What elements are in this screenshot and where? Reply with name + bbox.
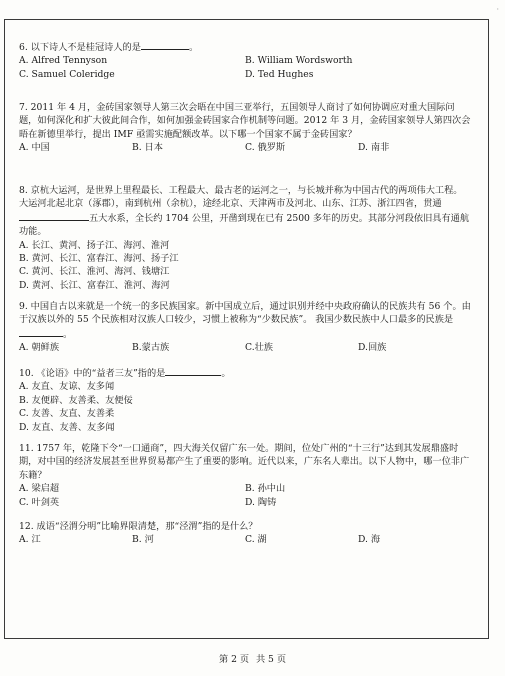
question-8 bbox=[19, 184, 471, 292]
question-10-after: 。 bbox=[221, 368, 231, 379]
page-number: 第 2 页 bbox=[218, 654, 250, 665]
question-6-after: 。 bbox=[188, 42, 199, 53]
option-d: D. Ted Hughes bbox=[245, 68, 314, 80]
question-9-stem bbox=[19, 300, 471, 341]
question-10-text: 10. 《论语》中的“益者三友”指的是 bbox=[19, 368, 166, 379]
total-pages: 共 5 页 bbox=[255, 654, 287, 665]
question-8-options bbox=[19, 239, 471, 293]
question-8-text: 8. 京杭大运河，是世界上里程最长、工程最大、最古老的运河之一，与长城并称为中国古代的两项伟大工程。大运河北起北京（涿郡），南到杭州（余杭），途经北京、天津两市及河北、山东、江苏、浙江四省，贯通 bbox=[19, 185, 463, 210]
option-d: D. 海 bbox=[358, 534, 381, 546]
option-c: C. 黄河、长江、淮河、海河、钱塘江 bbox=[19, 266, 170, 278]
option-a: A. 江 bbox=[19, 534, 41, 546]
question-6-options bbox=[19, 54, 471, 81]
question-11 bbox=[19, 442, 471, 509]
question-8-stem bbox=[19, 184, 471, 239]
answer-blank bbox=[19, 211, 89, 221]
option-a: A. 长江、黄河、扬子江、海河、淮河 bbox=[19, 239, 170, 251]
page-footer bbox=[0, 651, 505, 665]
option-d: D. 黄河、长江、富春江、淮河、海河 bbox=[19, 279, 170, 291]
question-9-after: 。 bbox=[63, 328, 73, 340]
question-12-options bbox=[19, 533, 471, 546]
option-c: C. 友善、友直、友善柔 bbox=[19, 408, 115, 420]
question-9 bbox=[19, 300, 471, 355]
option-c: C. 湖 bbox=[245, 534, 267, 546]
question-7-options bbox=[19, 141, 471, 154]
question-7-stem: 7. 2011 年 4 月，金砖国家领导人第三次会晤在中国三亚举行，五国领导人商讨了如何协调应对重大国际问题，如何深化和扩大彼此间合作，如何加强金砖国家合作机制等问题。2012 年 3 月，金砖国家领导人第四次会晤在新德里举行，提出 IMF 亟需实施配额改革。以下哪一个国家不属于金砖国家？ bbox=[19, 102, 471, 140]
option-d: D.回族 bbox=[358, 342, 387, 354]
question-6-stem bbox=[19, 40, 471, 54]
question-6 bbox=[19, 40, 471, 81]
answer-blank bbox=[19, 327, 63, 337]
question-11-stem: 11. 1757 年，乾隆下令“一口通商”，四大海关仅留广东一处。期间，位处广州的“十三行”达到其发展鼎盛时期，对中国的经济发展甚至世界贸易都产生了重要的影响。近代以来，广东名人辈出。以下人物中，哪一位非广东籍？ bbox=[19, 443, 470, 481]
option-b: B. 友便辟、友善柔、友便佞 bbox=[19, 394, 133, 406]
option-b: B.蒙古族 bbox=[132, 342, 170, 354]
question-10-options bbox=[19, 380, 471, 434]
option-b: B. William Wordsworth bbox=[245, 55, 353, 67]
option-d: D. 南非 bbox=[358, 142, 390, 154]
option-c: C.壮族 bbox=[245, 342, 273, 354]
question-6-text: 6. 以下诗人不是桂冠诗人的是 bbox=[19, 42, 141, 53]
question-10-stem bbox=[19, 366, 471, 380]
option-a: A. 中国 bbox=[19, 142, 50, 154]
option-c: C. 叶剑英 bbox=[19, 496, 60, 508]
option-d: D. 陶铸 bbox=[245, 496, 277, 508]
option-c: C. Samuel Coleridge bbox=[19, 68, 115, 80]
question-8-after: 五大水系，全长约 1704 公里，开凿到现在已有 2500 多年的历史。其部分河段依旧具有通航功能。 bbox=[19, 212, 470, 238]
option-c: C. 俄罗斯 bbox=[245, 142, 286, 154]
option-b: B. 孙中山 bbox=[245, 483, 286, 495]
option-d: D. 友直、友善、友多闻 bbox=[19, 421, 115, 433]
question-11-options bbox=[19, 482, 471, 509]
question-12-stem: 12. 成语“泾渭分明”比喻界限清楚，那“泾渭”指的是什么？ bbox=[19, 521, 258, 532]
question-9-text: 9. 中国自古以来就是一个统一的多民族国家。新中国成立后，通过识别并经中央政府确认的民族共有 56 个。由于汉族以外的 55 个民族相对汉族人口较少，习惯上被称为“少数民族”。 我国少数民族中人口最多的民族是 bbox=[19, 301, 471, 326]
option-b: B. 黄河、长江、富春江、海河、扬子江 bbox=[19, 253, 179, 265]
question-9-options bbox=[19, 341, 471, 354]
option-b: B. 日本 bbox=[132, 142, 163, 154]
answer-blank bbox=[165, 366, 221, 376]
corner-dot: · bbox=[496, 5, 499, 14]
option-b: B. 河 bbox=[132, 534, 154, 546]
question-12 bbox=[19, 520, 471, 547]
option-a: A. 梁启超 bbox=[19, 483, 60, 495]
option-a: A. 朝鲜族 bbox=[19, 342, 60, 354]
option-a: A. Alfred Tennyson bbox=[19, 55, 108, 67]
question-10 bbox=[19, 366, 471, 434]
answer-blank bbox=[141, 40, 189, 50]
question-7 bbox=[19, 101, 471, 155]
option-a: A. 友直、友谅、友多闻 bbox=[19, 381, 115, 393]
